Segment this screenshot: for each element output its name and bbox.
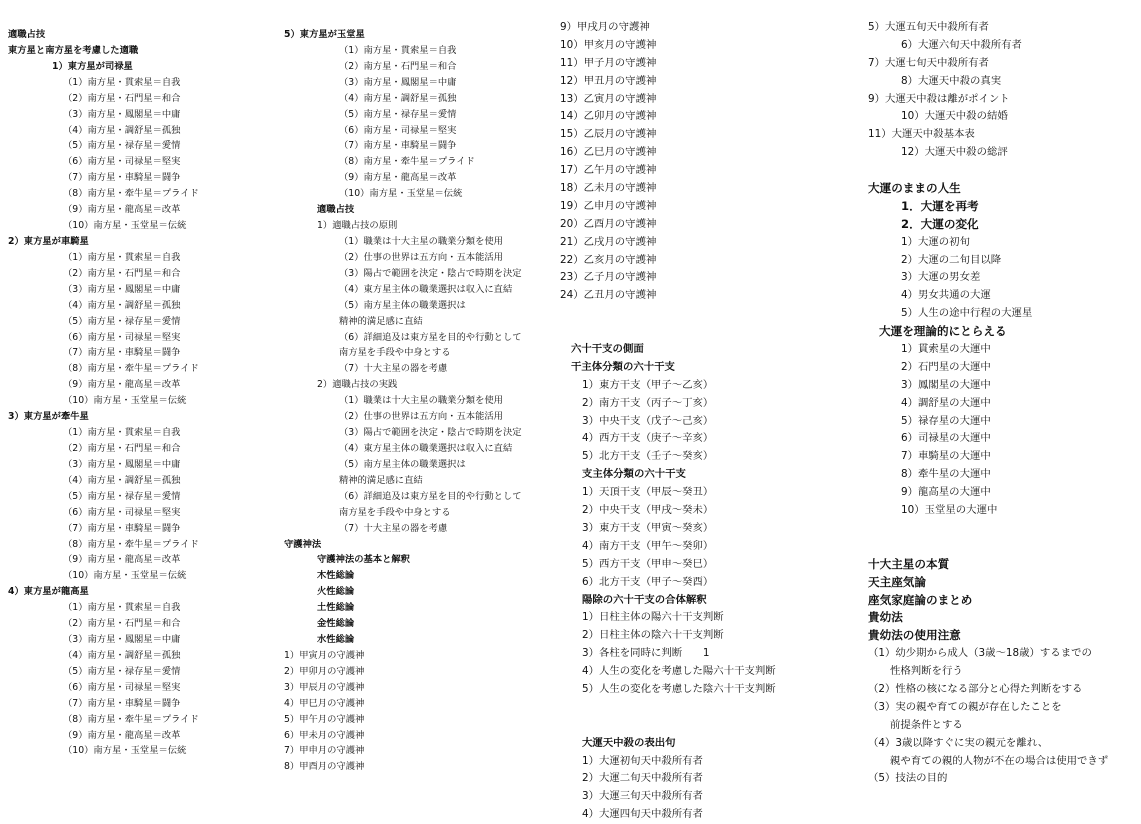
- outline-item: 1）天頂干支（甲辰～癸丑）: [582, 486, 714, 499]
- column-4: [868, 19, 1136, 788]
- outline-item: 4）調舒星の大運中: [901, 396, 991, 409]
- outline-item: （7）南方星・車騎星＝闘争: [63, 522, 181, 534]
- outline-item: 9）甲戌月の守護神: [560, 21, 650, 33]
- outline-item: 性格判断を行う: [890, 665, 963, 678]
- outline-item: （1）南方星・貫索星＝自我: [63, 251, 181, 263]
- section-heading: 大運天中殺の表出句: [582, 736, 676, 749]
- outline-item: 4）西方干支（庚子～辛亥）: [582, 432, 714, 445]
- outline-item: （9）南方星・龍高星＝改革: [63, 554, 181, 566]
- outline-item: 2）適職占技の実践: [317, 379, 398, 391]
- outline-item: 20）乙酉月の守護神: [560, 217, 657, 230]
- outline-item: 5）人生の変化を考慮した陰六十干支判断: [582, 682, 776, 695]
- outline-item: （1）幼少期から成人（3歳～18歳）するまでの: [868, 647, 1092, 660]
- outline-item: （4）南方星・調舒星＝孤独: [63, 649, 181, 661]
- section-heading: 3）東方星が牽牛星: [8, 411, 89, 423]
- outline-item: 2）石門星の大運中: [901, 360, 991, 373]
- outline-item: [868, 162, 1136, 180]
- outline-item: 12）大運天中殺の総評: [901, 146, 1008, 159]
- outline-item: 4）大運四旬天中殺所有者: [582, 808, 703, 821]
- section-heading: 守護神法の基本と解釈: [317, 554, 410, 566]
- outline-item: 精神的満足感に直結: [339, 315, 423, 327]
- section-heading: 4）東方星が龍高星: [8, 586, 89, 598]
- section-heading: 干主体分類の六十干支: [571, 360, 675, 373]
- outline-item: （10）南方星・玉堂星＝伝統: [63, 395, 187, 407]
- outline-item: 19）乙申月の守護神: [560, 199, 657, 212]
- section-heading: 木性総論: [317, 570, 355, 582]
- outline-item: 6）甲未月の守護神: [284, 729, 365, 741]
- outline-item: （3）南方星・鳳閣星＝中庸: [339, 76, 457, 88]
- outline-item: 9）大運天中殺は離がポイント: [868, 92, 1010, 105]
- outline-item: （8）南方星・牽牛星＝プライド: [63, 713, 199, 725]
- outline-item: （3）南方星・鳳閣星＝中庸: [63, 283, 181, 295]
- outline-item: 8）大運天中殺の真実: [901, 74, 1002, 87]
- outline-item: 6）司禄星の大運中: [901, 432, 991, 445]
- outline-item: （5）南方星主体の職業選択は: [339, 458, 466, 470]
- outline-item: 21）乙戌月の守護神: [560, 235, 657, 248]
- outline-item: （1）南方星・貫索星＝自我: [63, 602, 181, 614]
- section-heading: 1．大運を再考: [901, 198, 979, 213]
- outline-item: （10）南方星・玉堂星＝伝統: [63, 220, 187, 232]
- outline-item: （8）南方星・牽牛星＝プライド: [339, 156, 475, 168]
- section-heading: 貴幼法の使用注意: [868, 628, 961, 643]
- outline-item: （5）南方星・禄存星＝愛情: [63, 665, 181, 677]
- outline-item: （2）南方星・石門星＝和合: [63, 618, 181, 630]
- outline-item: 24）乙丑月の守護神: [560, 289, 657, 302]
- outline-item: 6）北方干支（甲子～癸酉）: [582, 575, 714, 588]
- section-heading: 十大主星の本質: [868, 556, 950, 571]
- section-heading: 大運を理論的にとらえる: [879, 324, 1007, 339]
- section-heading: 貴幼法: [868, 610, 903, 625]
- outline-item: 2）大運の二旬目以降: [901, 253, 1002, 266]
- outline-item: 11）甲子月の守護神: [560, 56, 657, 69]
- outline-item: （5）南方星・禄存星＝愛情: [63, 140, 181, 152]
- outline-item: 5）大運五旬天中殺所有者: [868, 21, 989, 33]
- outline-item: 13）乙寅月の守護神: [560, 92, 657, 105]
- outline-item: （2）南方星・石門星＝和合: [63, 267, 181, 279]
- outline-item: 4）甲巳月の守護神: [284, 697, 365, 709]
- column-3: [560, 19, 860, 824]
- outline-item: 3）東方干支（甲寅～癸亥）: [582, 521, 714, 534]
- section-heading: 六十干支の側面: [571, 343, 644, 356]
- outline-item: （6）南方星・司禄星＝堅実: [63, 156, 181, 168]
- section-heading: 天主座気論: [868, 574, 926, 589]
- outline-item: （3）陽占で範囲を決定・陰占で時期を決定: [339, 267, 522, 279]
- outline-item: （7）十大主星の器を考慮: [339, 363, 448, 375]
- outline-item: （6）南方星・司禄星＝堅実: [63, 506, 181, 518]
- outline-item: （8）南方星・牽牛星＝プライド: [63, 363, 199, 375]
- outline-item: 1）貫索星の大運中: [901, 343, 991, 356]
- outline-item: 5）甲午月の守護神: [284, 713, 365, 725]
- outline-item: 前提条件とする: [890, 718, 963, 731]
- outline-item: （9）南方星・龍高星＝改革: [63, 204, 181, 216]
- outline-item: （2）南方星・石門星＝和合: [63, 92, 181, 104]
- outline-item: 22）乙亥月の守護神: [560, 253, 657, 266]
- outline-item: （6）詳細追及は東方星を目的や行動として: [339, 331, 522, 343]
- outline-item: （9）南方星・龍高星＝改革: [339, 172, 457, 184]
- section-heading: 守護神法: [284, 538, 322, 550]
- outline-item: （10）南方星・玉堂星＝伝統: [63, 570, 187, 582]
- outline-item: （9）南方星・龍高星＝改革: [63, 729, 181, 741]
- outline-item: 5）北方干支（壬子～癸亥）: [582, 450, 714, 463]
- outline-item: 10）甲亥月の守護神: [560, 38, 657, 51]
- outline-item: 23）乙子月の守護神: [560, 271, 657, 284]
- outline-item: 8）牽牛星の大運中: [901, 468, 991, 481]
- outline-item: 親や育ての親的人物が不在の場合は使用できず: [890, 754, 1109, 767]
- section-heading: 金性総論: [317, 618, 355, 630]
- section-heading: 2）東方星が車騎星: [8, 235, 89, 247]
- section-heading: 1）東方星が司禄星: [52, 60, 133, 72]
- outline-item: 5）人生の途中行程の大運星: [901, 307, 1033, 320]
- outline-item: （4）南方星・調舒星＝孤独: [63, 124, 181, 136]
- outline-item: （7）十大主星の器を考慮: [339, 522, 448, 534]
- outline-item: （4）3歳以降すぐに実の親元を離れ、: [868, 736, 1049, 749]
- section-heading: 座気家庭論のまとめ: [868, 592, 973, 607]
- outline-item: （4）東方星主体の職業選択は収入に直結: [339, 442, 513, 454]
- outline-item: [560, 305, 860, 323]
- outline-item: （6）詳細追及は東方星を目的や行動として: [339, 490, 522, 502]
- outline-item: （6）南方星・司禄星＝堅実: [63, 331, 181, 343]
- outline-item: 1）大運の初旬: [901, 235, 970, 248]
- outline-item: （7）南方星・車騎星＝闘争: [63, 347, 181, 359]
- section-heading: 適職占技: [317, 204, 355, 216]
- outline-item: 10）大運天中殺の結婚: [901, 110, 1008, 123]
- outline-item: （3）南方星・鳳閣星＝中庸: [63, 458, 181, 470]
- outline-item: [868, 520, 1136, 538]
- outline-item: 16）乙巳月の守護神: [560, 146, 657, 159]
- outline-item: [560, 717, 860, 735]
- outline-item: 17）乙午月の守護神: [560, 164, 657, 177]
- outline-item: （2）南方星・石門星＝和合: [339, 60, 457, 72]
- outline-item: 1）適職占技の原則: [317, 220, 398, 232]
- outline-item: （6）南方星・司禄星＝堅実: [63, 681, 181, 693]
- outline-item: 12）甲丑月の守護神: [560, 74, 657, 87]
- outline-item: 1）東方干支（甲子～乙亥）: [582, 378, 714, 391]
- outline-item: 18）乙未月の守護神: [560, 182, 657, 195]
- section-heading: 東方星と南方星を考慮した適職: [8, 44, 139, 56]
- outline-item: （7）南方星・車騎星＝闘争: [63, 697, 181, 709]
- outline-item: （6）南方星・司禄星＝堅実: [339, 124, 457, 136]
- section-heading: 大運のままの人生: [868, 181, 961, 196]
- outline-item: （7）南方星・車騎星＝闘争: [63, 172, 181, 184]
- outline-item: （2）仕事の世界は五方向・五本能活用: [339, 251, 503, 263]
- outline-item: （1）職業は十大主星の職業分類を使用: [339, 235, 503, 247]
- outline-item: 7）大運七旬天中殺所有者: [868, 56, 989, 69]
- outline-item: （1）南方星・貫索星＝自我: [63, 427, 181, 439]
- outline-item: 3）大運の男女差: [901, 271, 981, 284]
- outline-item: 3）大運三旬天中殺所有者: [582, 790, 703, 803]
- outline-item: 9）龍高星の大運中: [901, 486, 991, 499]
- outline-item: （4）東方星主体の職業選択は収入に直結: [339, 283, 513, 295]
- outline-item: 1）日柱主体の陽六十干支判断: [582, 611, 724, 624]
- section-heading: 陽除の六十干支の合体解釈: [582, 593, 707, 606]
- section-heading: 支主体分類の六十干支: [582, 468, 686, 481]
- outline-item: 1）大運初旬天中殺所有者: [582, 754, 703, 767]
- outline-item: （1）南方星・貫索星＝自我: [339, 44, 457, 56]
- outline-item: [868, 538, 1136, 556]
- outline-item: 15）乙辰月の守護神: [560, 128, 657, 141]
- section-heading: 火性総論: [317, 586, 355, 598]
- section-heading: 2．大運の変化: [901, 216, 979, 231]
- section-heading: 5）東方星が玉堂星: [284, 29, 365, 40]
- outline-item: （5）南方星主体の職業選択は: [339, 299, 466, 311]
- outline-item: （1）職業は十大主星の職業分類を使用: [339, 395, 503, 407]
- outline-item: （4）南方星・調舒星＝孤独: [339, 92, 457, 104]
- outline-item: 14）乙卯月の守護神: [560, 110, 657, 123]
- outline-item: （8）南方星・牽牛星＝プライド: [63, 538, 199, 550]
- outline-item: （10）南方星・玉堂星＝伝統: [339, 188, 463, 200]
- outline-item: 2）甲卯月の守護神: [284, 665, 365, 677]
- outline-item: 7）車騎星の大運中: [901, 450, 991, 463]
- outline-item: 3）甲辰月の守護神: [284, 681, 365, 693]
- column-1: [8, 27, 280, 759]
- outline-item: 1）甲寅月の守護神: [284, 649, 365, 661]
- outline-item: （2）南方星・石門星＝和合: [63, 442, 181, 454]
- outline-item: 5）禄存星の大運中: [901, 414, 991, 427]
- outline-item: （5）南方星・禄存星＝愛情: [63, 490, 181, 502]
- outline-item: （2）仕事の世界は五方向・五本能活用: [339, 411, 503, 423]
- outline-item: （4）南方星・調舒星＝孤独: [63, 474, 181, 486]
- outline-item: 3）各柱を同時に判断 1: [582, 647, 710, 660]
- column-2: [284, 27, 556, 775]
- section-heading: 適職占技: [8, 29, 46, 40]
- section-heading: 水性総論: [317, 634, 355, 646]
- outline-item: 3）鳳閣星の大運中: [901, 378, 991, 391]
- outline-item: 7）甲申月の守護神: [284, 745, 365, 757]
- outline-item: （5）南方星・禄存星＝愛情: [63, 315, 181, 327]
- outline-item: （10）南方星・玉堂星＝伝統: [63, 745, 187, 757]
- outline-item: [560, 699, 860, 717]
- outline-item: 11）大運天中殺基本表: [868, 128, 975, 141]
- outline-item: （1）南方星・貫索星＝自我: [63, 76, 181, 88]
- outline-item: 南方星を手段や中身とする: [339, 506, 451, 518]
- outline-item: 3）中央干支（戊子～己亥）: [582, 414, 714, 427]
- outline-item: （3）南方星・鳳閣星＝中庸: [63, 108, 181, 120]
- outline-item: 2）大運二旬天中殺所有者: [582, 772, 703, 785]
- section-heading: 土性総論: [317, 602, 355, 614]
- outline-item: （5）南方星・禄存星＝愛情: [339, 108, 457, 120]
- outline-item: （9）南方星・龍高星＝改革: [63, 379, 181, 391]
- outline-item: （7）南方星・車騎星＝闘争: [339, 140, 457, 152]
- outline-item: 6）大運六旬天中殺所有者: [901, 38, 1022, 51]
- outline-item: （8）南方星・牽牛星＝プライド: [63, 188, 199, 200]
- outline-item: 10）玉堂星の大運中: [901, 504, 998, 517]
- outline-item: 4）人生の変化を考慮した陽六十干支判断: [582, 665, 776, 678]
- outline-item: 2）日柱主体の陰六十干支判断: [582, 629, 724, 642]
- outline-item: （4）南方星・調舒星＝孤独: [63, 299, 181, 311]
- outline-item: 精神的満足感に直結: [339, 474, 423, 486]
- outline-item: 4）男女共通の大運: [901, 289, 991, 302]
- outline-item: [560, 323, 860, 341]
- outline-item: 2）中央干支（甲戌～癸未）: [582, 504, 714, 517]
- outline-item: 8）甲酉月の守護神: [284, 761, 365, 773]
- outline-item: 南方星を手段や中身とする: [339, 347, 451, 359]
- outline-item: （5）技法の目的: [868, 772, 948, 785]
- outline-item: （3）陽占で範囲を決定・陰占で時期を決定: [339, 427, 522, 439]
- outline-item: （3）南方星・鳳閣星＝中庸: [63, 634, 181, 646]
- outline-item: （2）性格の核になる部分と心得た判断をする: [868, 682, 1083, 695]
- outline-item: 2）南方干支（丙子～丁亥）: [582, 396, 714, 409]
- outline-item: （3）実の親や育ての親が存在したことを: [868, 700, 1062, 713]
- outline-item: 5）西方干支（甲申～癸巳）: [582, 557, 714, 570]
- outline-item: 4）南方干支（甲午～癸卯）: [582, 539, 714, 552]
